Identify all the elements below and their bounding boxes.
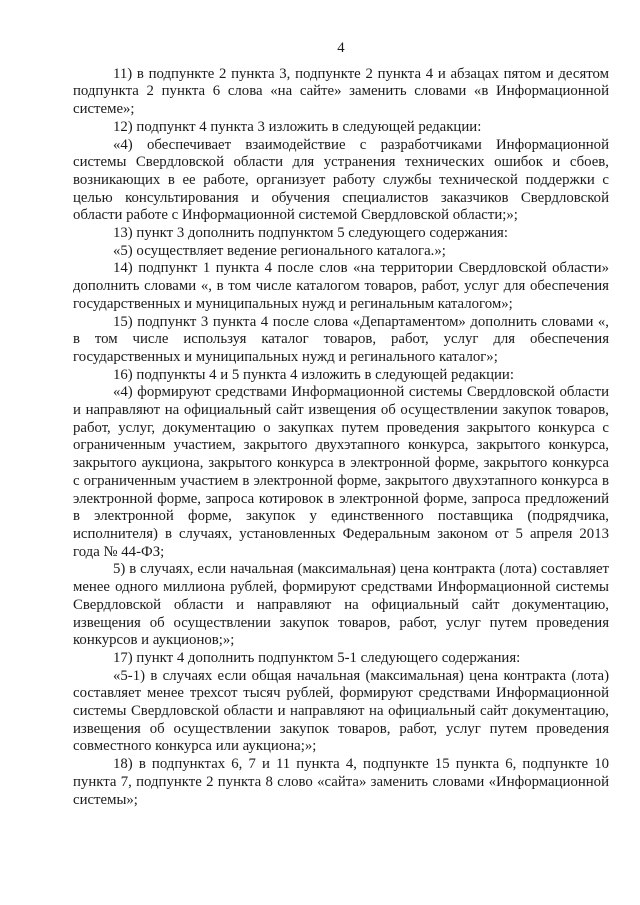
paragraph-12-text: «4) обеспечивает взаимодействие с разработчиками Информационной системы Свердловской области для устранения технических ошибок и сбоев, возникающих в ее работе, организует работу службы технической поддержки с целью консультирования и обучения специалистов заказчиков Свердловской области работе с Информационной системой Свердловской области;»; (73, 136, 609, 224)
paragraph-16-sub-4: «4) формируют средствами Информационной системы Свердловской области и направляют на официальный сайт извещения об осуществлении закупок товаров, работ, услуг, документацию о закупках путем проведения закрытого конкурса с ограниченным участием, закрытого двухэтапного конкурса, закрытого конкурса, закрытого аукциона, закрытого конкурса в электронной форме, закрытого конкурса с ограниченным участием в электронной форме, закрытого двухэтапного конкурса в электронной форме, запроса котировок в электронной форме, запроса предложений в электронной форме, закупок у единственного поставщика (подрядчика, исполнителя) в случаях, установленных Федеральным законом от 5 апреля 2013 года № 44-ФЗ; (73, 384, 609, 560)
paragraph-17: 17) пункт 4 дополнить подпунктом 5-1 следующего содержания: (113, 649, 521, 666)
paragraph-12: 12) подпункт 4 пункта 3 изложить в следующей редакции: (113, 118, 482, 135)
paragraph-17-text: «5-1) в случаях если общая начальная (максимальная) цена контракта (лота) составляет менее трехсот тысяч рублей, формируют средствами Информационной системы Свердловской области и направляют на официальный сайт документацию, извещения об осуществлении закупок товаров, работ, услуг путем проведения совместного конкурса или аукциона;»; (73, 667, 609, 755)
paragraph-15: 15) подпункт 3 пункта 4 после слова «Департаментом» дополнить словами «, в том числе используя каталог товаров, работ, услуг для обеспечения государственных и муниципальных нужд и регинального каталог»; (73, 313, 609, 365)
paragraph-16-sub-5: 5) в случаях, если начальная (максимальная) цена контракта (лота) составляет менее одного миллиона рублей, формируют средствами Информационной системы Свердловской области и направляют на официальный сайт документацию, извещения об осуществлении закупок товаров, работ, услуг путем проведения конкурсов и аукционов;»; (73, 561, 609, 649)
paragraph-14: 14) подпункт 1 пункта 4 после слов «на территории Свердловской области» дополнить словами «, в том числе каталогом товаров, работ, услуг для обеспечения государственных и муниципальных нужд и регинальным каталогом»; (73, 260, 609, 312)
paragraph-16: 16) подпункты 4 и 5 пункта 4 изложить в следующей редакции: (113, 366, 514, 383)
paragraph-11: 11) в подпункте 2 пункта 3, подпункте 2 пункта 4 и абзацах пятом и десятом подпункта 2 пункта 6 слова «на сайте» заменить словами «в Информационной системе»; (73, 65, 609, 118)
paragraph-13: 13) пункт 3 дополнить подпунктом 5 следующего содержания: (113, 225, 508, 242)
paragraph-13-text: «5) осуществляет ведение регионального каталога.»; (113, 242, 446, 259)
paragraph-18: 18) в подпунктах 6, 7 и 11 пункта 4, подпункте 15 пункта 6, подпункте 10 пункта 7, подпункте 2 пункта 8 слово «сайта» заменить словами «Информационной системы»; (73, 756, 609, 808)
page-number: 4 (337, 40, 345, 56)
